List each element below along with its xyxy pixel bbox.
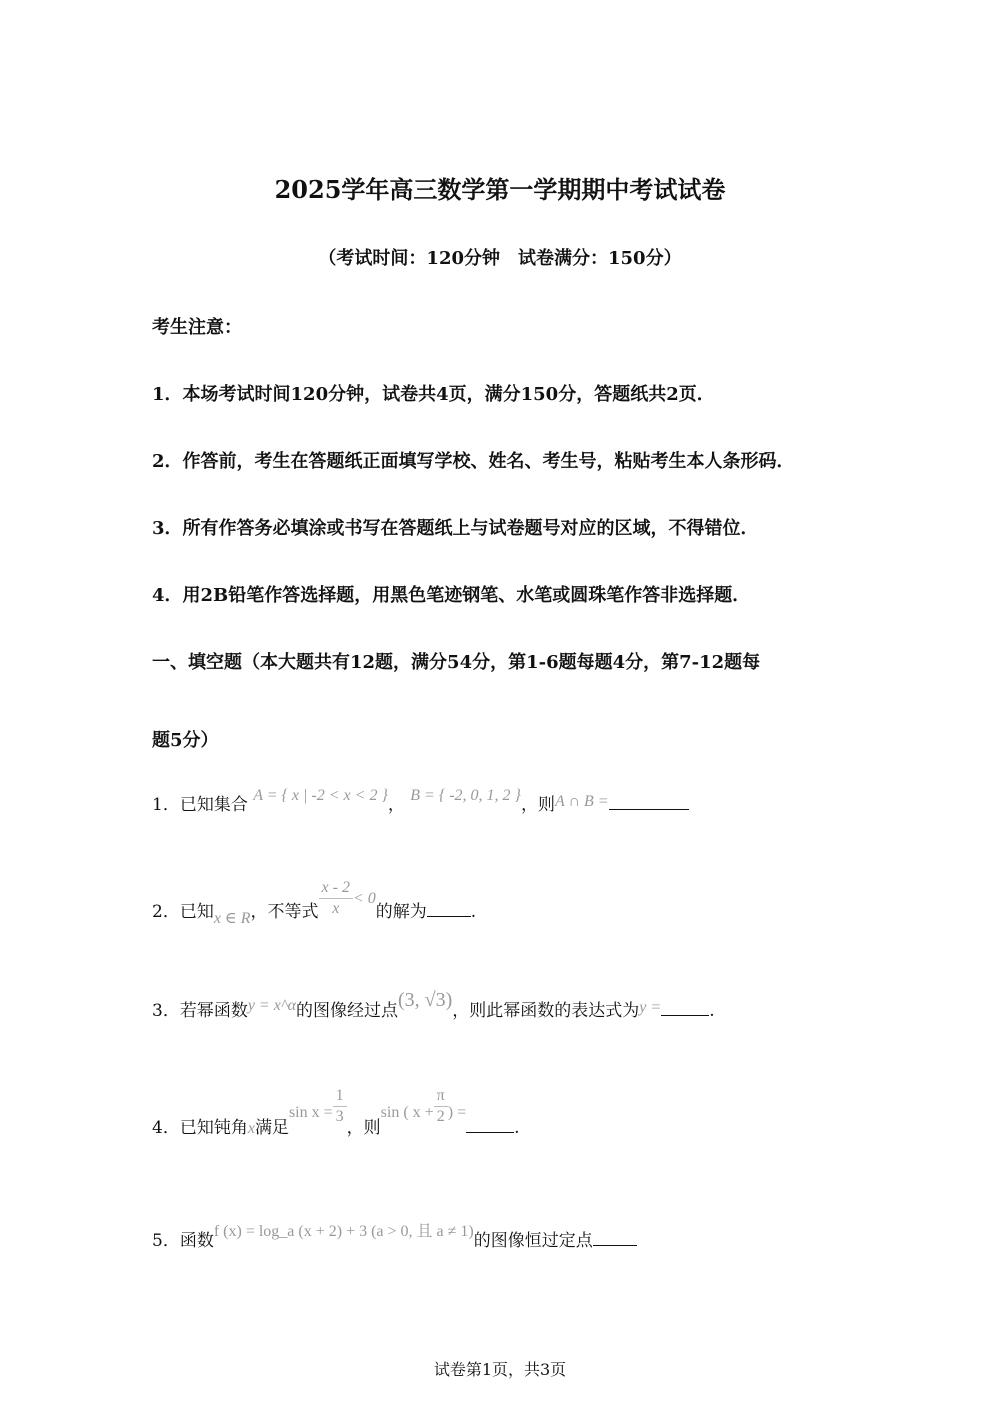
intersection-formula: A ∩ B = (554, 793, 609, 810)
question-text: 函数 (179, 1231, 214, 1251)
notice-item: 2．作答前，考生在答题纸正面填写学校、姓名、考生号，粘贴考生本人条形码． (152, 451, 795, 472)
question-2 (152, 879, 477, 927)
fraction-denominator: x (332, 900, 340, 917)
notice-heading: 考生注意： (152, 317, 242, 338)
sine-fraction (333, 1088, 347, 1125)
shifted-sine-formula-end: ) = (447, 1104, 467, 1121)
inequality-fraction (319, 880, 353, 917)
question-text: ，则此幂函数的表达式为 (452, 1001, 640, 1021)
notice-item: 4．用2B铅笔作答选择题，用黑色笔迹钢笔、水笔或圆珠笔作答非选择题． (152, 585, 751, 606)
answer-blank (466, 1131, 514, 1133)
set-b-formula: B = { -2, 0, 1, 2 } (410, 787, 521, 804)
sine-formula: sin x = (288, 1104, 333, 1121)
pi-fraction (434, 1088, 448, 1125)
question-5 (152, 1223, 637, 1251)
fraction-numerator: 1 (333, 1088, 347, 1107)
question-text: 已知 (179, 902, 214, 922)
log-function-formula: f (x) = log_a (x + 2) + 3 (a > 0, 且 a ≠ 1) (213, 1223, 474, 1240)
power-function-formula: y = x^α (247, 997, 296, 1014)
question-text: 满足 (254, 1118, 289, 1138)
question-text: 若幂函数 (179, 1001, 248, 1021)
question-number: 1． (152, 795, 180, 815)
variable-x: x (247, 1120, 255, 1137)
question-number: 4． (152, 1118, 180, 1138)
question-number: 3． (152, 1001, 180, 1021)
period: . (709, 1001, 715, 1021)
question-text: 已知钝角 (179, 1118, 248, 1138)
section-heading: 一、填空题（本大题共有12题，满分54分，第1-6题每题4分，第7-12题每 (152, 652, 761, 673)
notice-item: 3．所有作答务必填涂或书写在答题纸上与试卷题号对应的区域，不得错位． (152, 518, 759, 539)
section-heading-cont: 题5分） (152, 730, 219, 751)
question-text: 的解为 (375, 902, 427, 922)
shifted-sine-formula: sin ( x + (380, 1104, 434, 1121)
notice-item: 1．本场考试时间120分钟，试卷共4页，满分150分，答题纸共2页． (152, 384, 715, 405)
fraction-denominator: 3 (335, 1108, 344, 1125)
answer-blank (661, 1014, 709, 1016)
answer-blank (593, 1244, 637, 1246)
question-3 (152, 989, 715, 1022)
point-formula: (3, √3) (397, 989, 453, 1011)
answer-expression: y = (639, 999, 662, 1016)
set-a-formula: A = { x | -2 < x < 2 } (253, 787, 388, 804)
exam-info: （考试时间：120分钟 试卷满分：150分） (318, 248, 682, 269)
separator: ，则 (520, 795, 555, 815)
period: . (514, 1118, 520, 1138)
fraction-denominator: 2 (436, 1108, 445, 1125)
answer-blank (609, 808, 689, 810)
question-4 (152, 1087, 520, 1138)
question-text: ，不等式 (250, 902, 319, 922)
domain-formula: x ∈ R (213, 910, 251, 927)
period: . (470, 902, 477, 922)
question-text: ，则 (346, 1118, 381, 1138)
page-footer: 试卷第1页，共3页 (433, 1360, 567, 1379)
question-number: 2． (152, 902, 180, 922)
fraction-numerator: x - 2 (319, 880, 353, 899)
question-text: 已知集合 (179, 795, 248, 815)
separator: ， (387, 795, 405, 815)
question-text: 的图像经过点 (295, 1001, 398, 1021)
answer-blank (427, 915, 471, 917)
inequality-relation: < 0 (352, 890, 376, 907)
question-text: 的图像恒过定点 (473, 1231, 593, 1251)
fraction-numerator: π (434, 1088, 448, 1107)
page-title: 2025学年高三数学第一学期期中考试试卷 (274, 175, 726, 204)
question-1 (152, 787, 689, 815)
question-number: 5． (152, 1231, 180, 1251)
